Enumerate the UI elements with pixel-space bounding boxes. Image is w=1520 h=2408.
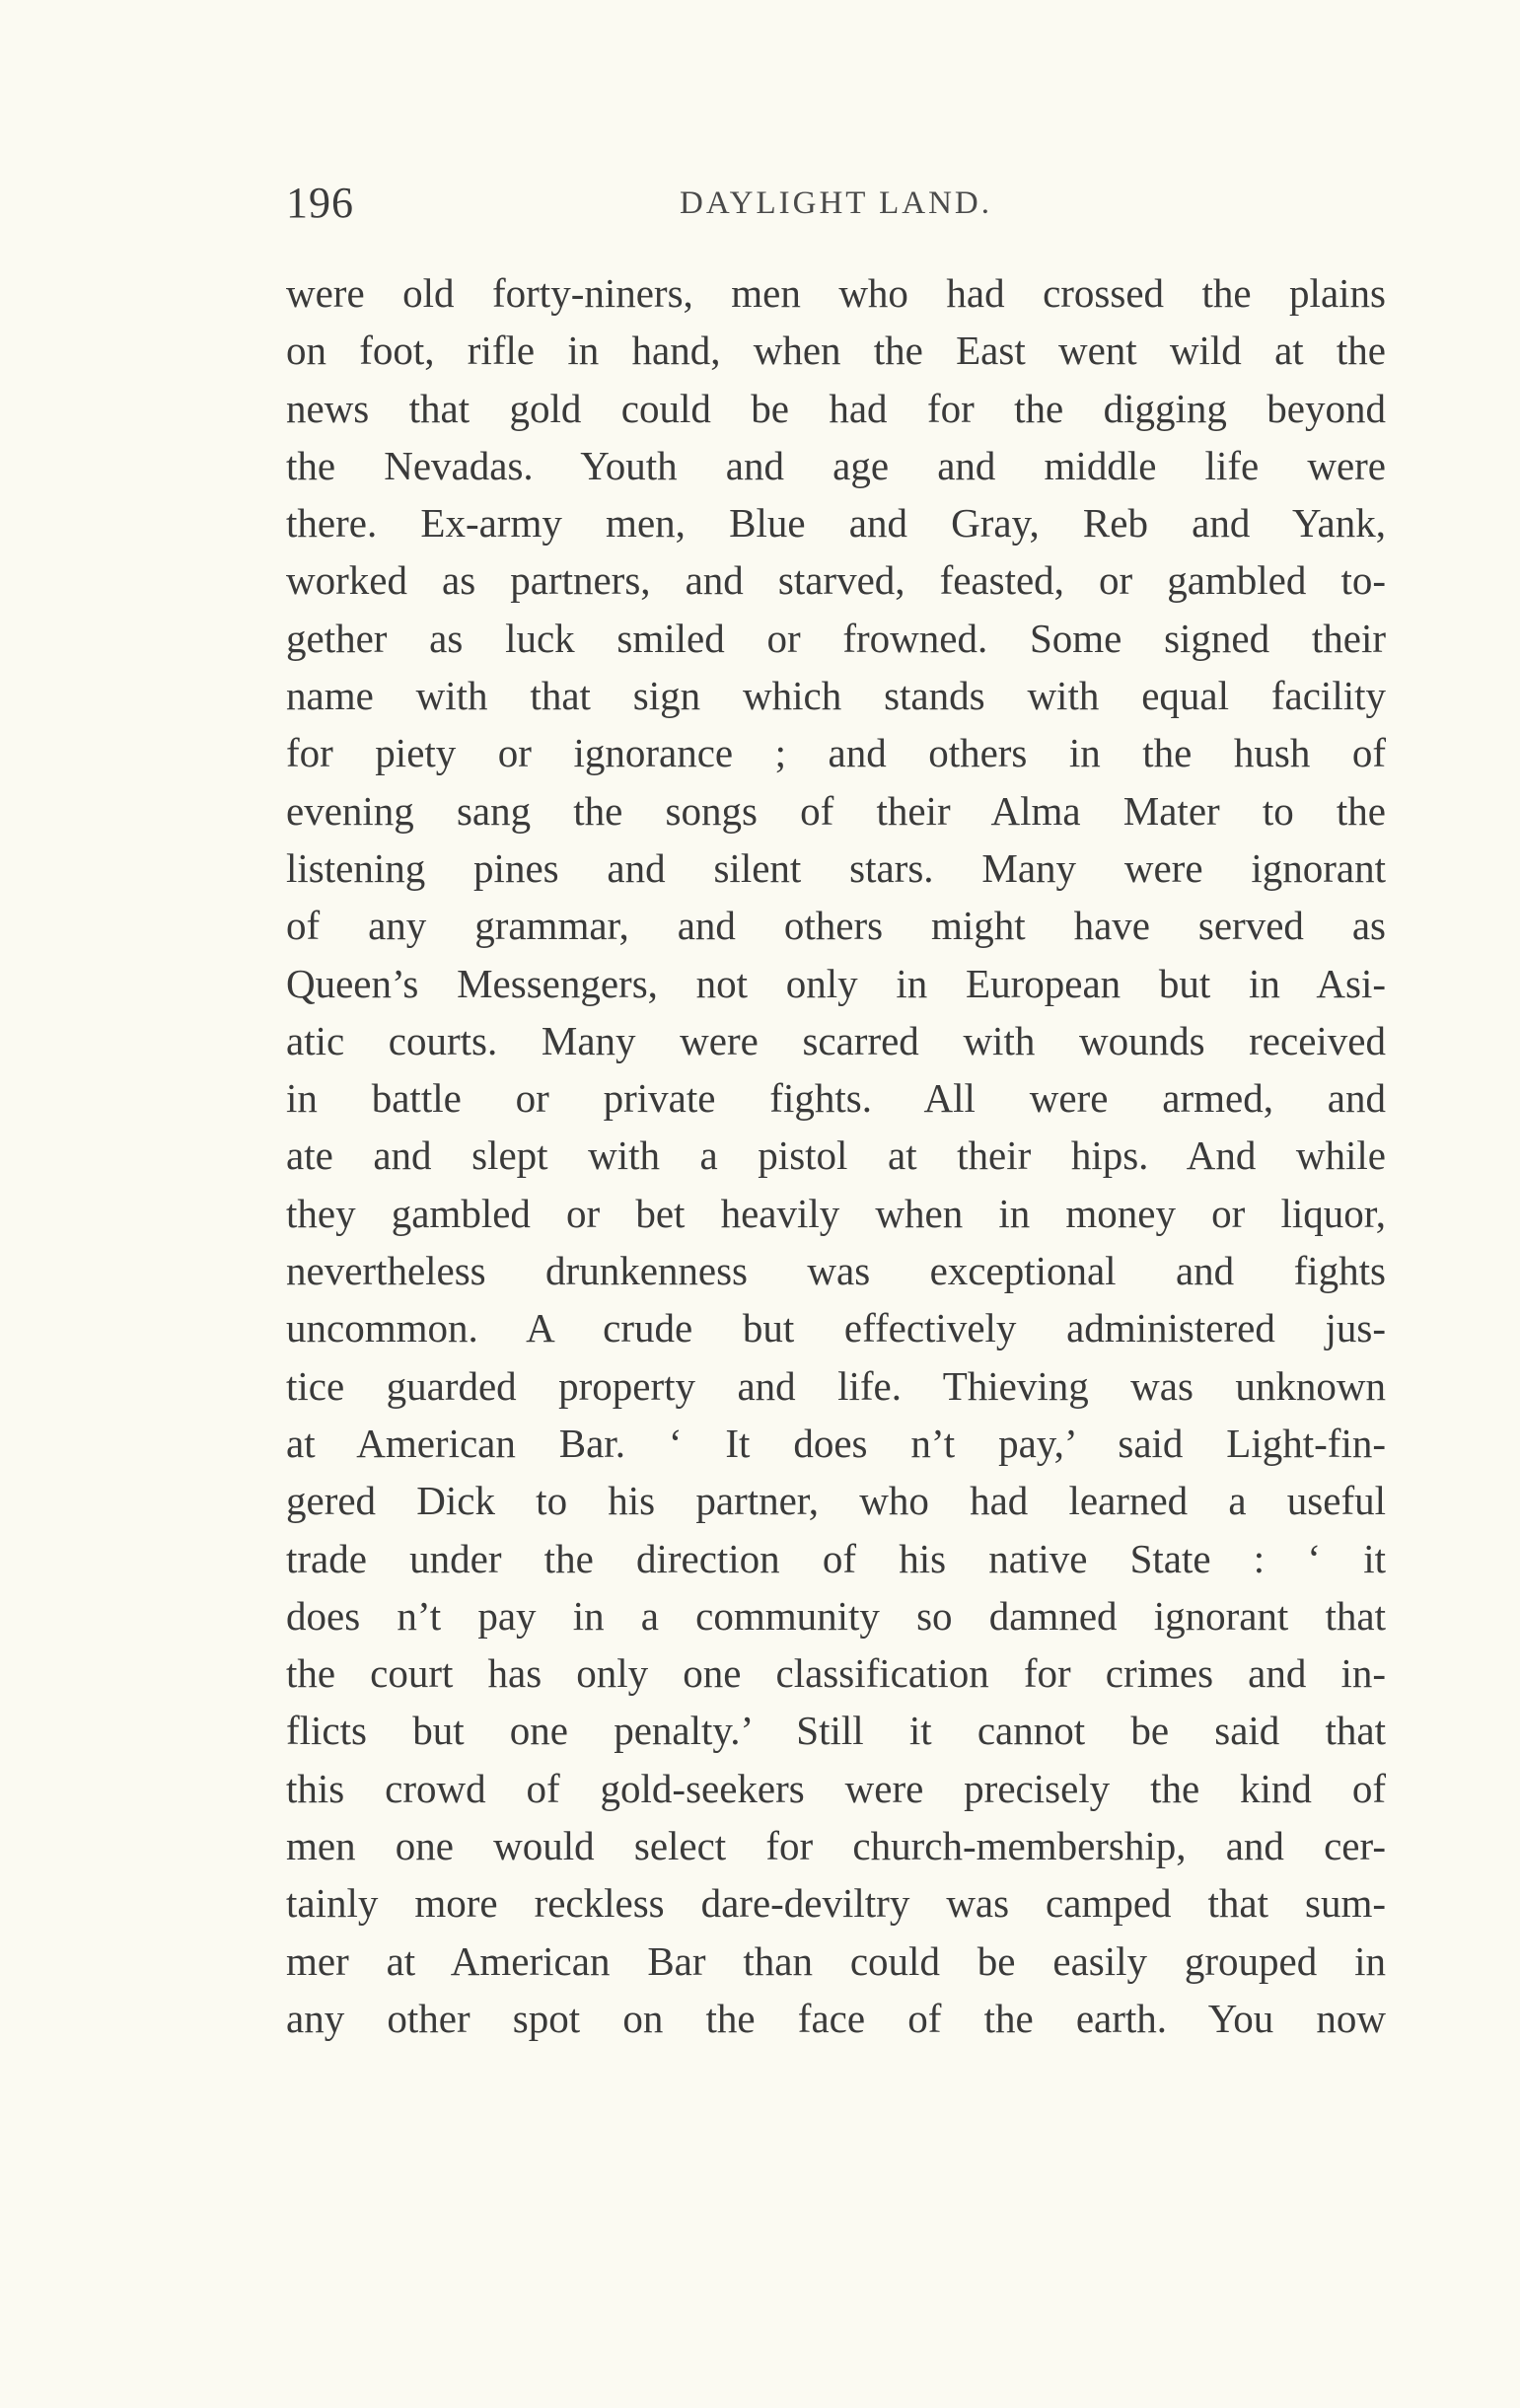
text-line: tice guarded property and life. Thieving was unknown	[286, 1362, 1386, 1409]
text-line: ate and slept with a pistol at their hips. And while	[286, 1132, 1386, 1179]
body-text	[286, 264, 1386, 2047]
text-line: this crowd of gold-seekers were precisely the kind of	[286, 1765, 1386, 1811]
text-line: they gambled or bet heavily when in money or liquor,	[286, 1190, 1386, 1236]
text-line: men one would select for church-membership, and cer-	[286, 1823, 1386, 1869]
text-line: evening sang the songs of their Alma Mater to the	[286, 787, 1386, 834]
text-line: atic courts. Many were scarred with wounds received	[286, 1017, 1386, 1063]
text-line: for piety or ignorance ; and others in the hush of	[286, 730, 1386, 776]
text-line: name with that sign which stands with equal facility	[286, 673, 1386, 719]
text-line: in battle or private fights. All were armed, and	[286, 1075, 1386, 1122]
text-line: nevertheless drunkenness was exceptional and fights	[286, 1248, 1386, 1294]
text-line: were old forty-niners, men who had crossed the plains	[286, 270, 1386, 316]
text-line: mer at American Bar than could be easily grouped in	[286, 1937, 1386, 1984]
text-line: trade under the direction of his native State : ‘ it	[286, 1535, 1386, 1581]
text-line: tainly more reckless dare-deviltry was camped that sum-	[286, 1880, 1386, 1927]
running-head: DAYLIGHT LAND.	[680, 185, 992, 221]
text-line: flicts but one penalty.’ Still it cannot be said that	[286, 1708, 1386, 1754]
text-line: Queen’s Messengers, not only in European but in Asi-	[286, 960, 1386, 1006]
text-line: does n’t pay in a community so damned ignorant that	[286, 1592, 1386, 1639]
text-line: the court has only one classification for crimes and in-	[286, 1650, 1386, 1697]
text-line: at American Bar. ‘ It does n’t pay,’ said Light-fin-	[286, 1420, 1386, 1466]
text-line: on foot, rifle in hand, when the East went wild at the	[286, 328, 1386, 374]
text-line: any other spot on the face of the earth. You now	[286, 1995, 1386, 2041]
text-line: listening pines and silent stars. Many were ignorant	[286, 844, 1386, 891]
text-line: uncommon. A crude but effectively administered jus-	[286, 1305, 1386, 1351]
text-line: there. Ex-army men, Blue and Gray, Reb and Yank,	[286, 500, 1386, 547]
page-number: 196	[286, 179, 354, 227]
text-line: news that gold could be had for the digging beyond	[286, 385, 1386, 431]
page-header	[286, 174, 1386, 233]
text-line: gether as luck smiled or frowned. Some signed their	[286, 615, 1386, 661]
text-line: the Nevadas. Youth and age and middle life were	[286, 442, 1386, 488]
text-line: of any grammar, and others might have served as	[286, 903, 1386, 949]
text-line: worked as partners, and starved, feasted, or gambled to-	[286, 557, 1386, 604]
text-line: gered Dick to his partner, who had learned a useful	[286, 1478, 1386, 1524]
